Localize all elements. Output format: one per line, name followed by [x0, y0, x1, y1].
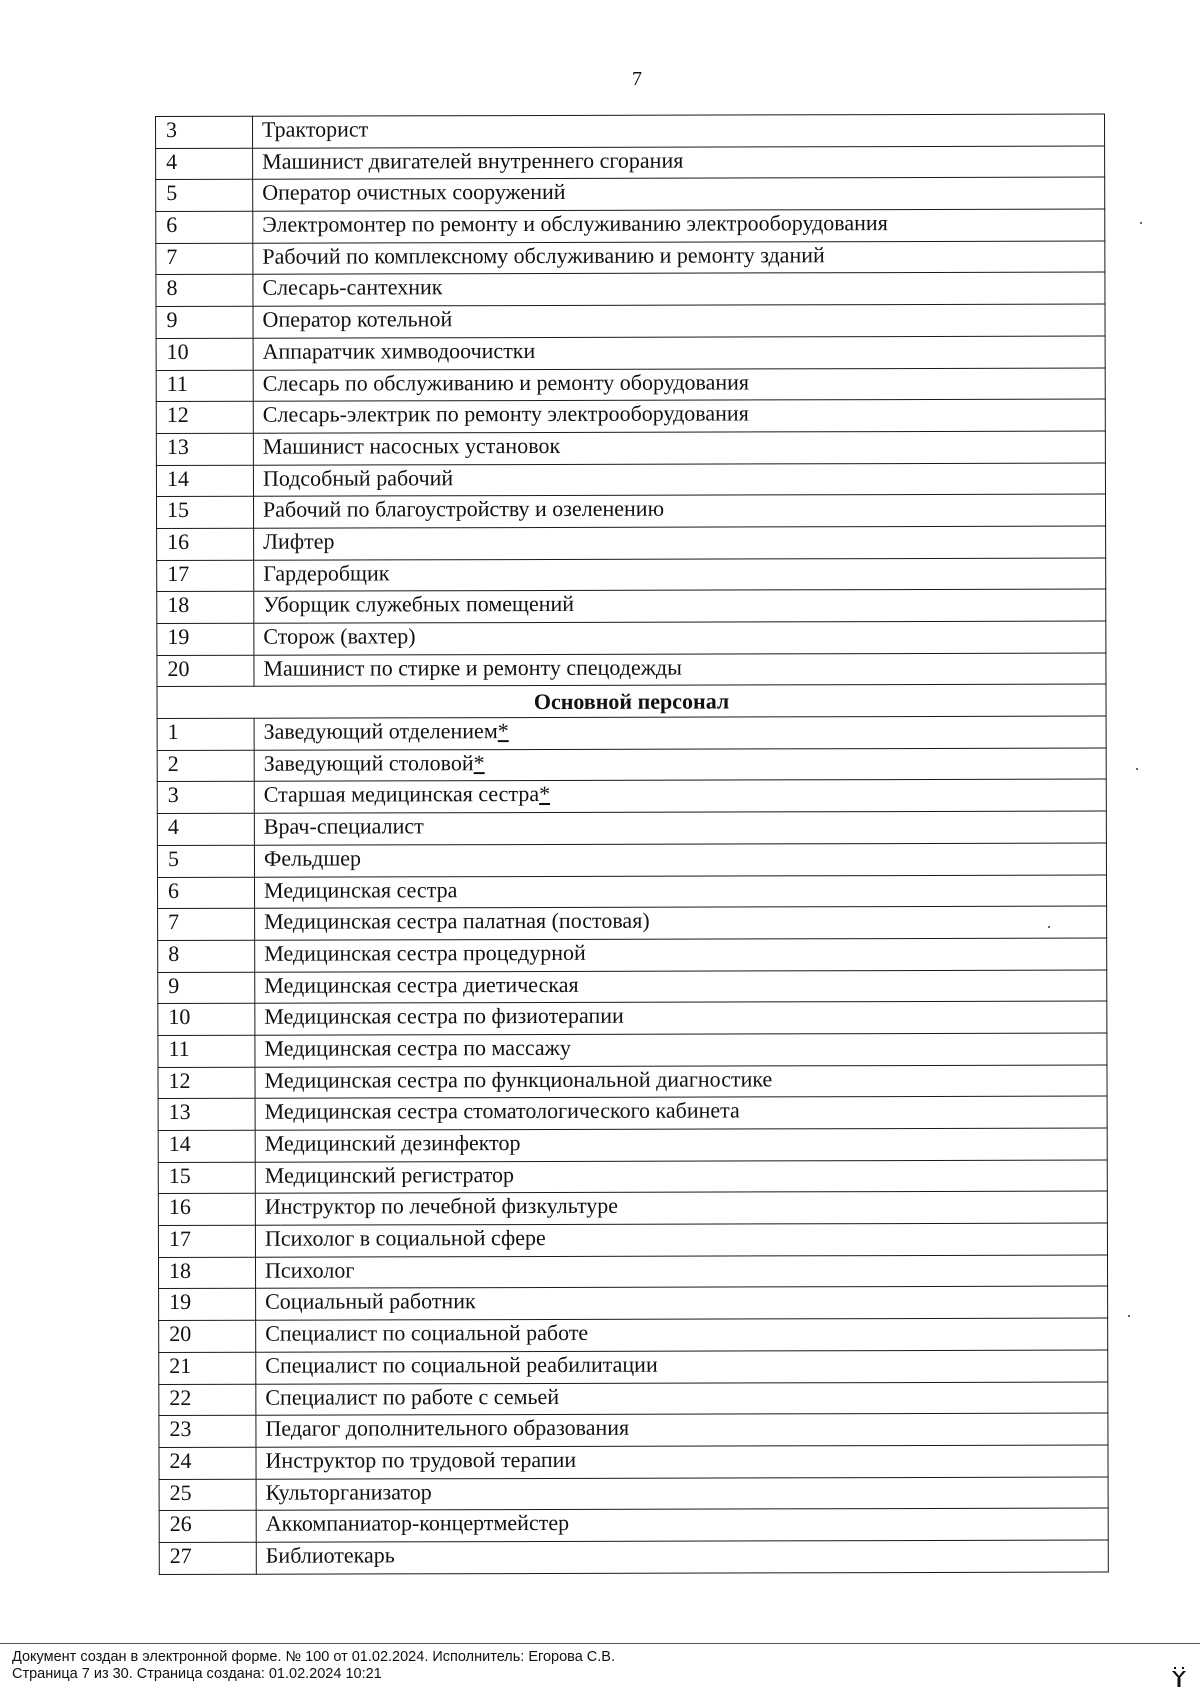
position-name-cell [256, 1413, 1108, 1447]
position-name-cell [255, 1096, 1107, 1130]
table-row [159, 1286, 1108, 1320]
row-number: 12 [156, 401, 253, 433]
position-name: Инструктор по трудовой терапии [265, 1446, 577, 1473]
row-number: 7 [158, 908, 255, 940]
position-name-cell [253, 399, 1105, 433]
section-header-row [157, 684, 1106, 718]
row-number: 4 [157, 813, 254, 845]
position-name: Фельдшер [263, 845, 362, 871]
table-row [158, 1223, 1107, 1257]
table-row [156, 399, 1105, 433]
row-number: 17 [158, 1225, 255, 1257]
position-name-cell [254, 558, 1106, 592]
row-number: 2 [157, 750, 254, 782]
position-name-cell [255, 906, 1107, 940]
position-name: Лифтер [263, 528, 335, 554]
table-row [156, 431, 1105, 465]
table-row [156, 368, 1105, 402]
position-name-cell [255, 970, 1107, 1004]
table-row [158, 1255, 1107, 1289]
position-name: Подсобный рабочий [262, 464, 454, 491]
positions-table [155, 114, 1109, 1575]
section-title: Основной персонал [157, 684, 1106, 718]
row-number: 13 [156, 433, 253, 465]
position-name: Оператор очистных сооружений [262, 179, 566, 206]
position-name-cell [256, 1508, 1108, 1542]
row-number: 14 [156, 465, 253, 497]
table-row [156, 114, 1105, 148]
row-number: 9 [158, 972, 255, 1004]
position-name-cell [255, 1160, 1107, 1194]
table-row [157, 843, 1106, 877]
table-row [159, 1445, 1108, 1479]
position-name: Слесарь по обслуживанию и ремонту оборудования [262, 368, 750, 396]
row-number: 10 [156, 338, 253, 370]
footnote-asterisk: * [539, 781, 551, 807]
page-number: 7 [632, 68, 642, 90]
table-row [159, 1318, 1108, 1352]
row-number: 3 [157, 782, 254, 814]
position-name: Тракторист [262, 116, 369, 142]
table-row [156, 336, 1105, 370]
position-name: Культорганизатор [265, 1478, 432, 1505]
table-row [158, 938, 1107, 972]
position-name-cell [256, 1382, 1108, 1416]
positions-table-body [156, 114, 1109, 1574]
row-number: 16 [158, 1194, 255, 1226]
position-name-cell [254, 653, 1106, 687]
position-name: Старшая медицинская сестра [263, 781, 540, 808]
table-row [157, 558, 1106, 592]
row-number: 26 [159, 1510, 256, 1542]
position-name: Библиотекарь [265, 1542, 395, 1568]
position-name-cell [253, 114, 1105, 148]
table-row [157, 779, 1106, 813]
position-name: Медицинская сестра стоматологического кабинета [264, 1097, 740, 1125]
row-number: 27 [159, 1542, 256, 1574]
position-name-cell [254, 875, 1106, 909]
position-name: Рабочий по благоустройству и озеленению [262, 495, 665, 522]
row-number: 15 [158, 1162, 255, 1194]
table-row [156, 146, 1105, 180]
table-row [159, 1508, 1108, 1542]
row-number: 7 [156, 243, 253, 275]
position-name-cell [253, 368, 1105, 402]
table-row [158, 970, 1107, 1004]
row-number: 13 [158, 1099, 255, 1131]
position-name-cell [255, 1191, 1107, 1225]
position-name: Специалист по социальной работе [265, 1319, 589, 1346]
table-row [156, 463, 1105, 497]
table-row [159, 1413, 1108, 1447]
table-row [156, 241, 1105, 275]
row-number: 10 [158, 1003, 255, 1035]
table-row [157, 653, 1106, 687]
position-name: Медицинская сестра по массажу [264, 1034, 571, 1061]
position-name-cell [254, 748, 1106, 782]
position-name-cell [253, 463, 1105, 497]
footer-divider [0, 1643, 1200, 1644]
row-number: 5 [156, 180, 253, 212]
position-name-cell [255, 1255, 1107, 1289]
position-name-cell [253, 494, 1105, 528]
row-number: 12 [158, 1067, 255, 1099]
position-name: Уборщик служебных помещений [263, 591, 575, 618]
table-row [158, 1191, 1107, 1225]
table-row [158, 1096, 1107, 1130]
row-number: 6 [157, 877, 254, 909]
position-name: Педагог дополнительного образования [265, 1414, 630, 1441]
position-name-cell [255, 1065, 1107, 1099]
row-number: 17 [157, 560, 254, 592]
table-row [159, 1382, 1108, 1416]
position-name: Инструктор по лечебной физкультуре [264, 1193, 619, 1220]
document-footer [12, 1649, 615, 1683]
position-name-cell [256, 1350, 1108, 1384]
position-name-cell [254, 843, 1106, 877]
position-name-cell [253, 336, 1105, 370]
row-number: 6 [156, 211, 253, 243]
position-name: Медицинская сестра [263, 876, 458, 903]
position-name: Аккомпаниатор-концертмейстер [265, 1510, 570, 1536]
table-row [158, 1128, 1107, 1162]
row-number: 11 [156, 370, 253, 402]
row-number: 15 [156, 496, 253, 528]
table-row [157, 716, 1106, 750]
position-name-cell [255, 938, 1107, 972]
table-row [156, 272, 1105, 306]
position-name: Психолог в социальной сфере [264, 1225, 546, 1251]
position-name: Оператор котельной [262, 306, 453, 332]
table-row [158, 906, 1107, 940]
row-number: 19 [157, 623, 254, 655]
row-number: 1 [157, 718, 254, 750]
position-name-cell [254, 526, 1106, 560]
position-name: Машинист насосных установок [262, 432, 561, 459]
scan-speck [1128, 1315, 1130, 1317]
row-number: 5 [157, 845, 254, 877]
position-name-cell [253, 209, 1105, 243]
position-name-cell [255, 1001, 1107, 1035]
row-number: 16 [157, 528, 254, 560]
position-name: Заведующий столовой [263, 749, 474, 776]
position-name: Специалист по работе с семьей [265, 1383, 560, 1410]
position-name: Слесарь-электрик по ремонту электрооборудования [262, 400, 749, 427]
footnote-asterisk: * [473, 749, 485, 775]
position-name-cell [256, 1318, 1108, 1352]
position-name-cell [253, 431, 1105, 465]
position-name: Медицинская сестра палатная (постовая) [264, 907, 650, 934]
position-name: Машинист двигателей внутреннего сгорания [262, 147, 684, 174]
row-number: 9 [156, 306, 253, 338]
position-name-cell [256, 1540, 1108, 1574]
table-row [156, 209, 1105, 243]
table-row [157, 811, 1106, 845]
position-name-cell [253, 272, 1105, 306]
row-number: 20 [159, 1320, 256, 1352]
table-row [156, 304, 1105, 338]
position-name-cell [254, 589, 1106, 623]
footer-line-2: Страница 7 из 30. Страница создана: 01.02.2024 10:21 [12, 1666, 382, 1682]
position-name-cell [254, 811, 1106, 845]
table-row [158, 1160, 1107, 1194]
position-name: Медицинская сестра диетическая [264, 971, 579, 998]
table-row [159, 1477, 1108, 1511]
row-number: 8 [156, 275, 253, 307]
position-name-cell [255, 1033, 1107, 1067]
footer-line-1: Документ создан в электронной форме. № 100 от 01.02.2024. Исполнитель: Егорова С.В. [12, 1649, 616, 1665]
position-name: Заведующий отделением [263, 718, 498, 744]
row-number: 24 [159, 1447, 256, 1479]
document-system-logo-icon [1170, 1666, 1188, 1688]
position-name: Гардеробщик [263, 560, 390, 586]
position-name: Слесарь-сантехник [262, 274, 443, 301]
row-number: 11 [158, 1035, 255, 1067]
position-name: Медицинский регистратор [264, 1161, 515, 1188]
position-name: Врач-специалист [263, 813, 424, 839]
position-name: Психолог [264, 1257, 355, 1283]
row-number: 18 [157, 592, 254, 624]
position-name-cell [253, 241, 1105, 275]
table-row [159, 1540, 1108, 1574]
table-row [157, 621, 1106, 655]
position-name: Сторож (вахтер) [263, 623, 416, 649]
position-name: Электромонтер по ремонту и обслуживанию электрооборудования [262, 210, 888, 237]
position-name-cell [254, 621, 1106, 655]
footnote-asterisk: * [497, 718, 509, 744]
position-name-cell [253, 146, 1105, 180]
row-number: 14 [158, 1130, 255, 1162]
position-name: Социальный работник [265, 1288, 476, 1315]
position-name: Медицинский дезинфектор [264, 1130, 521, 1156]
table-row [157, 875, 1106, 909]
position-name-cell [256, 1445, 1108, 1479]
table-row [156, 494, 1105, 528]
table-row [157, 748, 1106, 782]
scan-speck [1136, 768, 1138, 770]
table-row [159, 1350, 1108, 1384]
table-row [157, 526, 1106, 560]
position-name-cell [253, 177, 1105, 211]
scan-speck [1140, 222, 1142, 224]
table-row [156, 177, 1105, 211]
position-name-cell [256, 1286, 1108, 1320]
row-number: 22 [159, 1384, 256, 1416]
row-number: 8 [158, 940, 255, 972]
position-name-cell [255, 1128, 1107, 1162]
position-name-cell [255, 1223, 1107, 1257]
position-name: Медицинская сестра по физиотерапии [264, 1003, 624, 1029]
table-row [158, 1065, 1107, 1099]
row-number: 20 [157, 655, 254, 687]
position-name: Медицинская сестра по функциональной диагностике [264, 1066, 773, 1093]
position-name: Аппаратчик химводоочистки [262, 337, 536, 364]
table-row [158, 1033, 1107, 1067]
row-number: 18 [158, 1257, 255, 1289]
position-name: Медицинская сестра процедурной [264, 939, 586, 966]
position-name: Рабочий по комплексному обслуживанию и ремонту зданий [262, 241, 825, 269]
row-number: 23 [159, 1415, 256, 1447]
position-name: Специалист по социальной реабилитации [265, 1351, 658, 1378]
position-name: Машинист по стирке и ремонту спецодежды [263, 654, 682, 681]
row-number: 3 [156, 116, 253, 148]
position-name-cell [254, 779, 1106, 813]
table-row [157, 589, 1106, 623]
row-number: 21 [159, 1352, 256, 1384]
position-name-cell [253, 304, 1105, 338]
position-name-cell [256, 1477, 1108, 1511]
row-number: 19 [159, 1289, 256, 1321]
position-name-cell [254, 716, 1106, 750]
table-row [158, 1001, 1107, 1035]
row-number: 25 [159, 1479, 256, 1511]
row-number: 4 [156, 148, 253, 180]
scan-speck [1048, 926, 1050, 928]
